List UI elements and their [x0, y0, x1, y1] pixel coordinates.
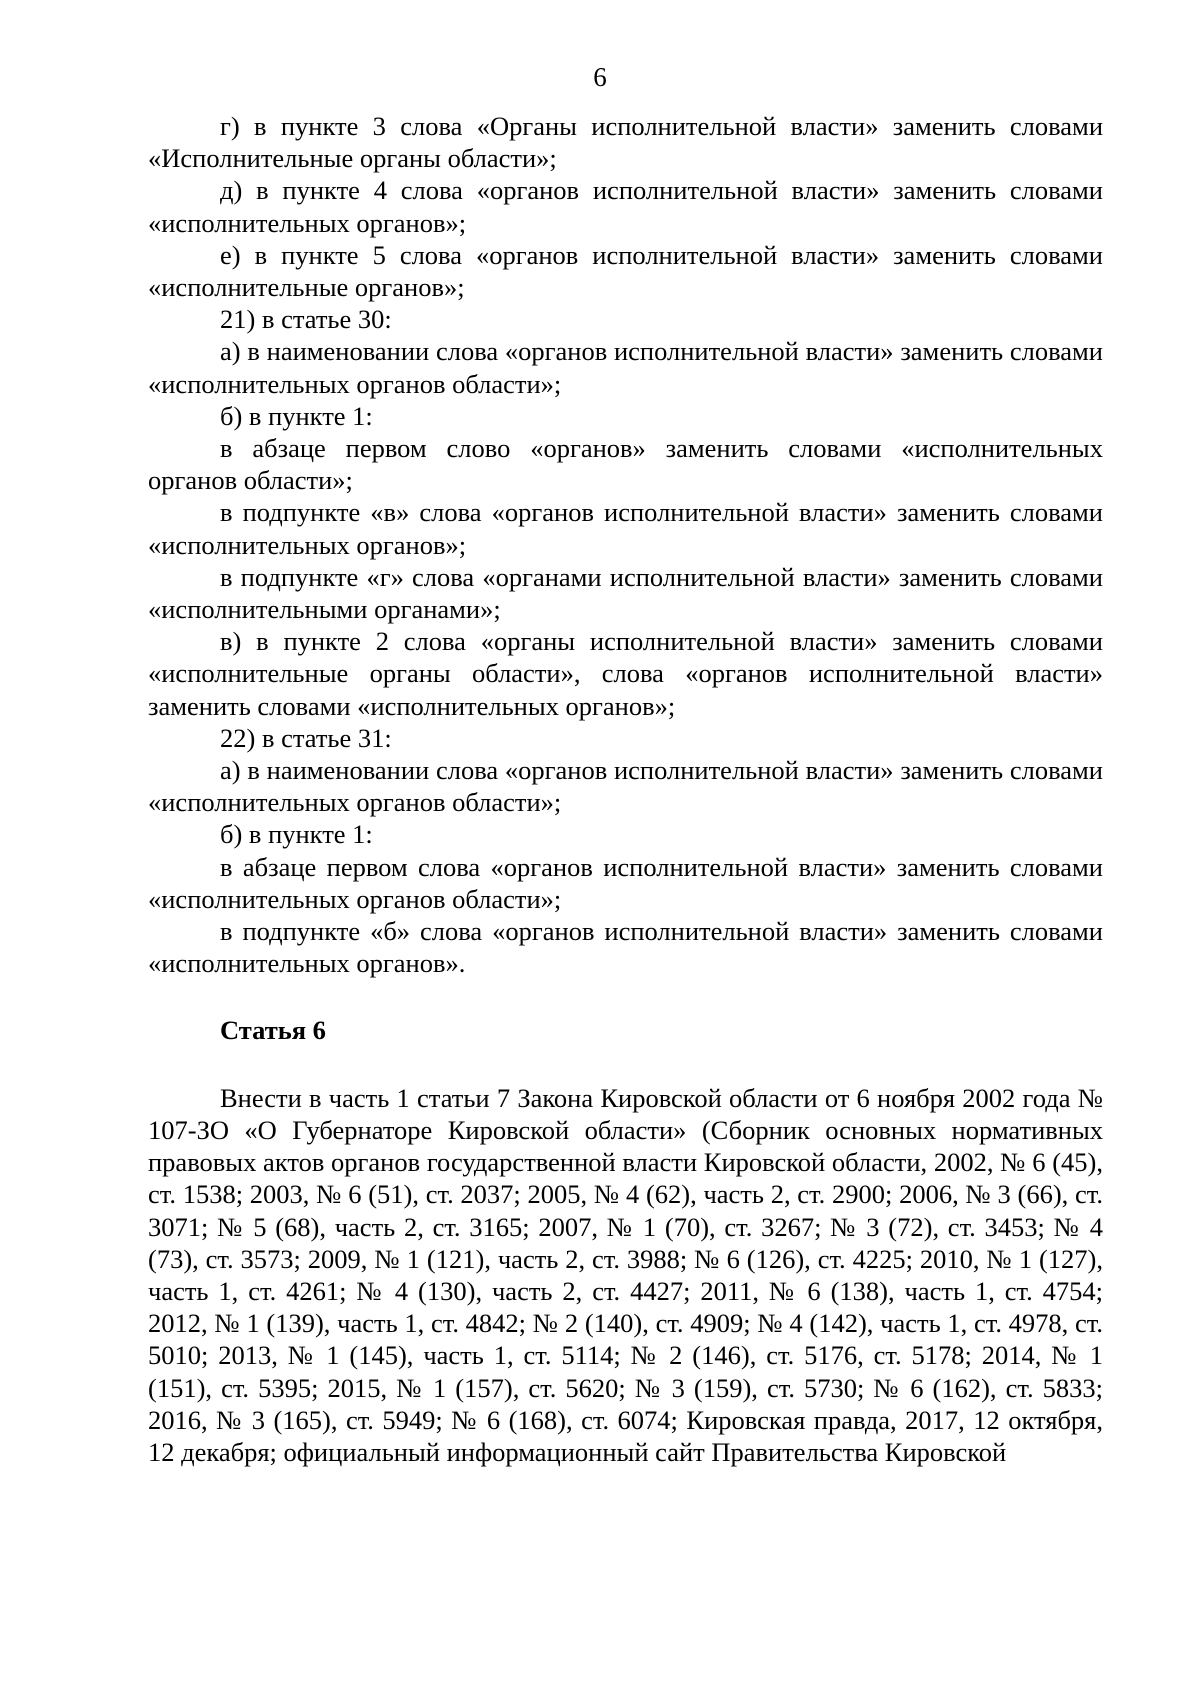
paragraph: е) в пункте 5 слова «органов исполнительной власти» заменить словами «исполнительные органов»;	[148, 239, 1103, 303]
paragraph: в абзаце первом слово «органов» заменить словами «исполнительных органов области»;	[148, 433, 1103, 496]
paragraph: в подпункте «г» слова «органами исполнительной власти» заменить словами «исполнительными органами»;	[148, 561, 1103, 625]
paragraph: б) в пункте 1:	[220, 819, 373, 850]
article-body-paragraph: Внести в часть 1 статьи 7 Закона Кировской области от 6 ноября 2002 года № 107-ЗО «О Губернаторе Кировской области» (Сборник основных нормативных правовых актов органов государственной власти Кировской области, 2002, № 6 (45), ст. 1538; 2003, № 6 (51), ст. 2037; 2005, № 4 (62), часть 2, ст. 2900; 2006, № 3 (66), ст. 3071; № 5 (68), часть 2, ст. 3165; 2007, № 1 (70), ст. 3267; № 3 (72), ст. 3453; № 4 (73), ст. 3573; 2009, № 1 (121), часть 2, ст. 3988; № 6 (126), ст. 4225; 2010, № 1 (127), часть 1, ст. 4261; № 4 (130), часть 2, ст. 4427; 2011, № 6 (138), часть 1, ст. 4754; 2012, № 1 (139), часть 1, ст. 4842; № 2 (140), ст. 4909; № 4 (142), часть 1, ст. 4978, ст. 5010; 2013, № 1 (145), часть 1, ст. 5114; № 2 (146), ст. 5176, ст. 5178; 2014, № 1 (151), ст. 5395; 2015, № 1 (157), ст. 5620; № 3 (159), ст. 5730; № 6 (162), ст. 5833; 2016, № 3 (165), ст. 5949; № 6 (168), ст. 6074; Кировская правда, 2017, 12 октября, 12 декабря; официальный информационный сайт Правительства Кировской	[148, 1082, 1103, 1467]
paragraph: г) в пункте 3 слова «Органы исполнительной власти» заменить словами «Исполнительные органы области»;	[148, 111, 1103, 174]
page-number: 6	[593, 62, 607, 92]
document-body	[148, 110, 1103, 1468]
article-heading: Статья 6	[220, 1015, 326, 1046]
paragraph: 22) в статье 31:	[220, 722, 392, 753]
paragraph: в подпункте «в» слова «органов исполнительной власти» заменить словами «исполнительных органов»;	[148, 497, 1103, 560]
paragraph: в подпункте «б» слова «органов исполнительной власти» заменить словами «исполнительных органов».	[148, 916, 1103, 979]
paragraph: 21) в статье 30:	[220, 304, 392, 335]
spacer	[148, 1047, 1103, 1082]
paragraph: в абзаце первом слова «органов исполнительной власти» заменить словами «исполнительных органов области»;	[148, 851, 1103, 914]
paragraph: а) в наименовании слова «органов исполнительной власти» заменить словами «исполнительных органов области»;	[148, 336, 1103, 399]
paragraph: д) в пункте 4 слова «органов исполнительной власти» заменить словами «исполнительных органов»;	[148, 175, 1103, 238]
paragraph: а) в наименовании слова «органов исполнительной власти» заменить словами «исполнительных органов области»;	[148, 755, 1103, 818]
spacer	[148, 979, 1103, 1014]
paragraph: б) в пункте 1:	[220, 400, 373, 431]
paragraph: в) в пункте 2 слова «органы исполнительной власти» заменить словами «исполнительные органы области», слова «органов исполнительной власти» заменить словами «исполнительных органов»;	[148, 626, 1103, 721]
